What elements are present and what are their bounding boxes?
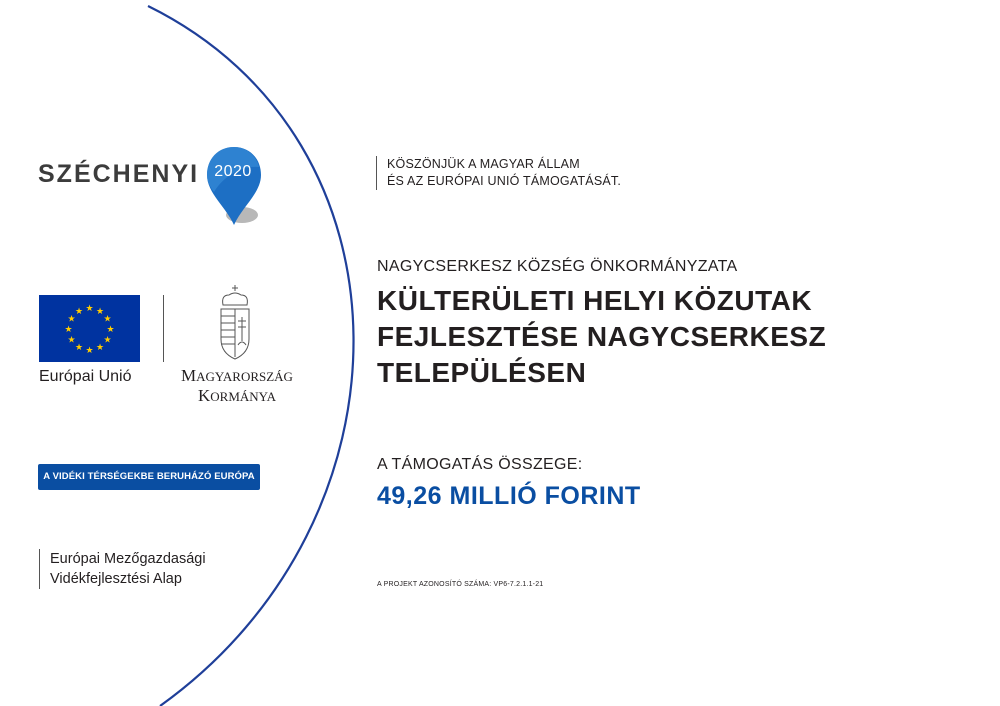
project-title xyxy=(377,283,937,391)
svg-text:★: ★ xyxy=(85,304,94,314)
coat-of-arms-icon xyxy=(217,283,253,361)
logo-divider xyxy=(163,295,164,362)
gov-line1-initial: M xyxy=(181,366,197,385)
svg-text:★: ★ xyxy=(67,314,76,325)
svg-text:★: ★ xyxy=(106,325,115,335)
fund-line1: Európai Mezőgazdasági xyxy=(50,551,206,567)
svg-text:★: ★ xyxy=(103,335,112,346)
project-title-line1: KÜLTERÜLETI HELYI KÖZUTAK xyxy=(377,285,813,316)
thanks-line2: ÉS AZ EURÓPAI UNIÓ TÁMOGATÁSÁT. xyxy=(387,174,622,188)
svg-text:★: ★ xyxy=(103,314,112,325)
eu-label: Európai Unió xyxy=(39,368,132,385)
fund-divider xyxy=(39,549,40,589)
beneficiary-name: NAGYCSERKESZ KÖZSÉG ÖNKORMÁNYZATA xyxy=(377,258,738,275)
thanks-line1: KÖSZÖNJÜK A MAGYAR ÁLLAM xyxy=(387,157,580,171)
project-title-line2: FEJLESZTÉSE NAGYCSERKESZ xyxy=(377,321,827,352)
support-amount-value: 49,26 MILLIÓ FORINT xyxy=(377,482,641,510)
logo-year: 2020 xyxy=(214,163,252,180)
gov-line2-rest: ORMÁNYA xyxy=(210,389,276,404)
gov-line2-initial: K xyxy=(197,386,211,405)
project-title-line3: TELEPÜLÉSEN xyxy=(377,357,587,388)
thanks-text xyxy=(387,156,621,190)
thanks-divider xyxy=(376,156,377,190)
map-pin-icon xyxy=(204,145,264,230)
svg-text:★: ★ xyxy=(64,325,73,335)
fund-line2: Vidékfejlesztési Alap xyxy=(50,571,182,587)
gov-line1-rest: AGYARORSZÁG xyxy=(196,369,293,384)
szechenyi-logo-text: SZÉCHENYI xyxy=(38,160,200,188)
rural-europe-badge: A VIDÉKI TÉRSÉGEKBE BERUHÁZÓ EURÓPA xyxy=(38,464,260,490)
svg-text:★: ★ xyxy=(67,335,76,346)
project-id: A PROJEKT AZONOSÍTÓ SZÁMA: VP6-7.2.1.1-21 xyxy=(377,581,544,588)
support-amount-label: A TÁMOGATÁS ÖSSZEGE: xyxy=(377,456,583,473)
eu-flag-icon xyxy=(39,295,140,362)
fund-name xyxy=(50,549,206,589)
svg-text:★: ★ xyxy=(95,343,105,353)
svg-text:★: ★ xyxy=(85,346,94,356)
government-label xyxy=(172,366,302,406)
svg-text:★: ★ xyxy=(95,307,105,317)
svg-text:★: ★ xyxy=(74,307,84,317)
svg-text:★: ★ xyxy=(74,343,84,353)
